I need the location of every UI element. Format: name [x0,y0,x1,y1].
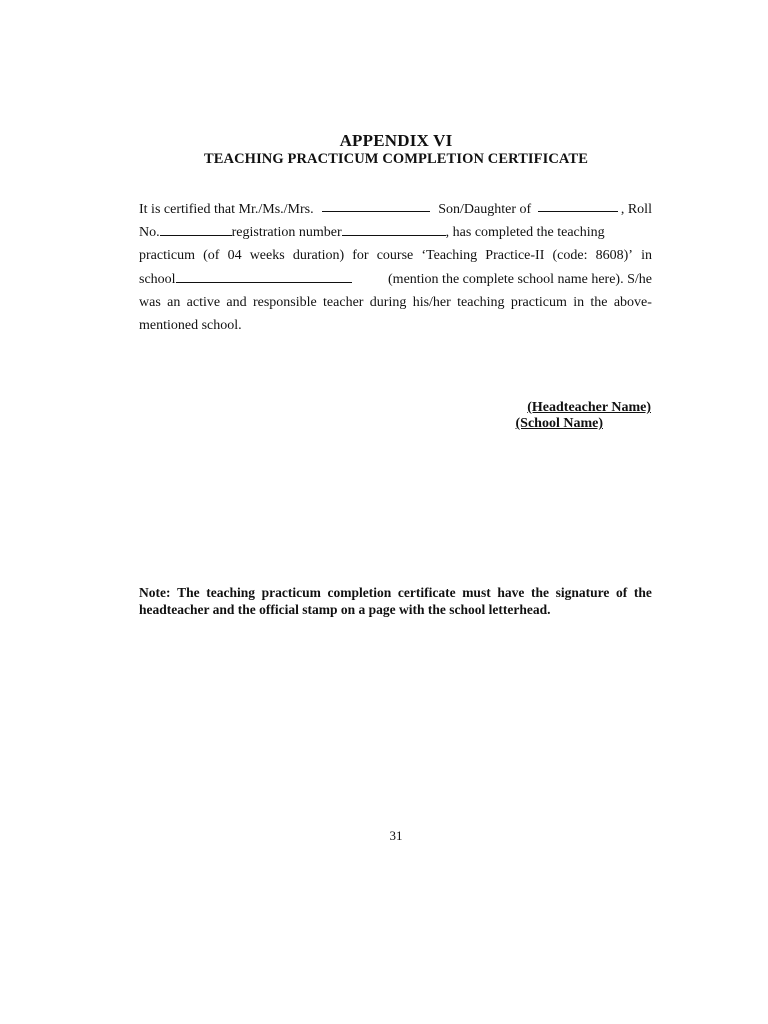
body-word: practicum [510,294,567,310]
body-word: in [573,294,585,310]
certificate-body [139,198,652,337]
body-word: duration) [292,248,345,264]
note-word: completion [327,585,392,600]
body-word: (code: [552,248,588,264]
body-word: (of [203,248,220,264]
body-line-2 [139,221,652,244]
body-word: above- [613,294,652,310]
body-word: teacher [323,294,364,310]
roll-number-blank [160,222,232,236]
son-daughter-text: Son/Daughter of [438,202,532,217]
body-line-5 [139,291,652,314]
body-line-4 [139,268,652,291]
body-word: ‘Teaching [421,248,478,264]
note-word: signature [555,585,610,600]
certificate-title: TEACHING PRACTICUM COMPLETION CERTIFICATE [204,151,588,167]
note-word: teaching [206,585,255,600]
note-word: Note: [139,585,171,600]
body-word: 8608)’ [595,248,633,264]
note-line-2: headteacher and the official stamp on a page with the school letterhead. [139,602,551,617]
body-word: the [590,294,608,310]
mentioned-school-text: mentioned school. [139,318,242,334]
note-word: of [615,585,628,600]
note-word: the [633,585,652,600]
body-word: was [139,294,161,310]
appendix-heading: APPENDIX VI [339,131,453,150]
body-word: for [352,248,369,264]
registration-number-blank [342,222,446,236]
note-line-1 [139,584,652,601]
note-word: practicum [261,585,321,600]
body-word: his/her [412,294,451,310]
body-word: practicum [139,248,195,264]
body-word: an [167,294,181,310]
note-block [139,584,652,618]
body-word: 04 [227,248,242,264]
parent-name-blank [538,198,618,212]
completed-text: , has completed the teaching [445,225,605,241]
body-line-6 [139,314,652,337]
body-line-3 [139,244,652,267]
school-text: school [139,271,176,287]
body-word: and [226,294,247,310]
mention-school-text: (mention the complete school name here). S/he [388,271,652,287]
name-blank [322,198,430,212]
body-word: course [376,248,414,264]
no-text: No. [139,225,160,241]
note-word: have [497,585,525,600]
body-word: Practice-II [485,248,545,264]
body-word: active [186,294,221,310]
note-word: certificate [397,585,456,600]
school-name-blank [176,269,352,283]
note-word: must [462,585,491,600]
body-word: during [369,294,407,310]
note-word: The [177,585,200,600]
body-word: teaching [457,294,505,310]
signature-block [0,400,700,432]
registration-text: registration number [231,225,342,241]
body-line-1 [139,198,652,221]
headteacher-name: (Headteacher Name) [527,400,651,415]
roll-text: , Roll [620,202,652,217]
school-name: (School Name) [515,416,603,431]
note-word: the [530,585,549,600]
body-word: weeks [249,248,285,264]
page-number: 31 [389,828,403,843]
certified-text: It is certified that Mr./Ms./Mrs. [139,202,314,217]
body-word: in [641,248,652,264]
body-word: responsible [252,294,317,310]
